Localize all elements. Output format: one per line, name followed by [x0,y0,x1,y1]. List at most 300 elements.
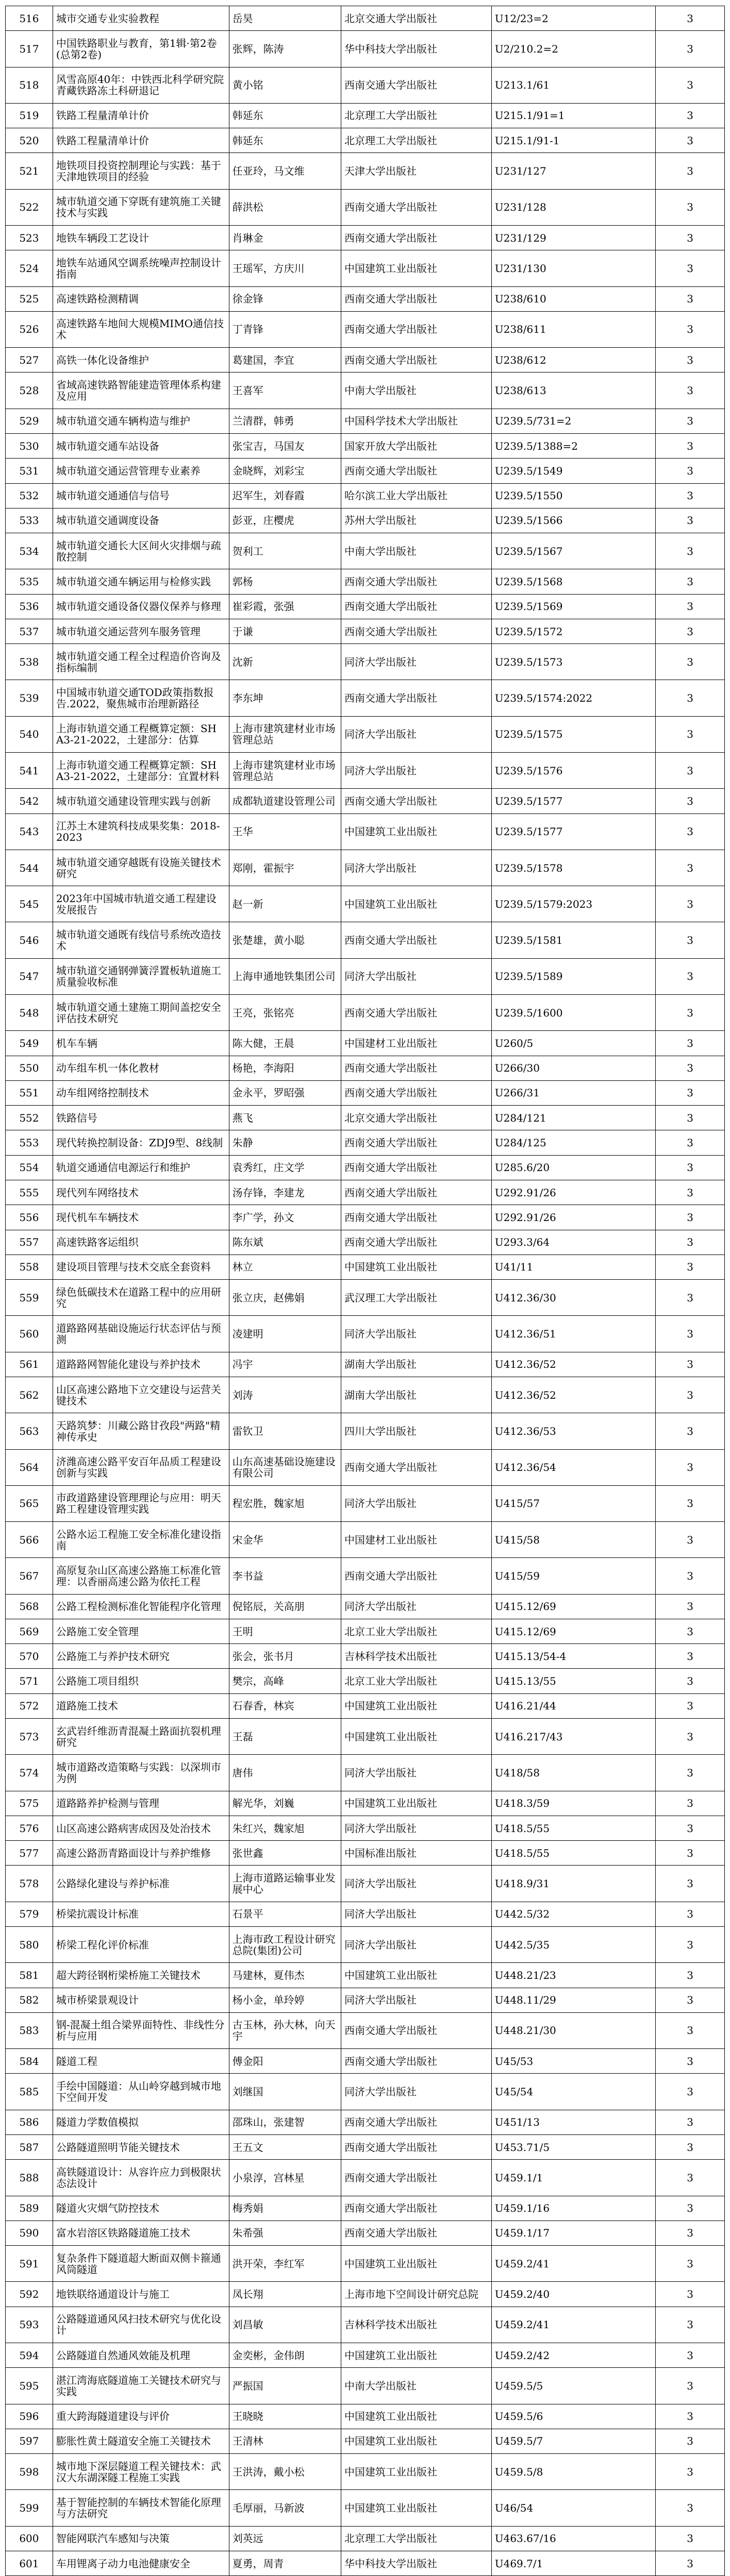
copies-cell: 3 [656,1669,725,1693]
title-cell: 道路路网基础设施运行状态评估与预测 [53,1316,229,1352]
call-number-cell: U231/127 [491,153,656,189]
table-row [6,1106,725,1130]
copies-cell: 3 [656,1619,725,1643]
author-cell: 肖琳金 [229,225,341,250]
title-cell: 公路隧道通风风扫技术研究与优化设计 [53,2307,229,2343]
title-cell: 城市轨道交通下穿既有建筑施工关键技术与实践 [53,189,229,225]
row-number-cell: 545 [6,886,53,922]
row-number-cell: 565 [6,1485,53,1521]
row-number-cell: 585 [6,2074,53,2110]
author-cell: 徐金锋 [229,286,341,311]
table-row [6,2404,725,2429]
call-number-cell: U415.13/54-4 [491,1644,656,1669]
table-row [6,348,725,372]
publisher-cell: 西南交通大学出版社 [341,1080,491,1105]
table-row [6,886,725,922]
catalog-rows [6,6,725,2576]
call-number-cell: U239.5/1575 [491,716,656,752]
publisher-cell: 中国建筑工业出版社 [341,2404,491,2429]
author-cell: 贺利工 [229,533,341,569]
publisher-cell: 西南交通大学出版社 [341,2110,491,2134]
author-cell: 张世鑫 [229,1841,341,1866]
author-cell: 郭杨 [229,569,341,594]
author-cell: 洪开荣，李红军 [229,2246,341,2282]
author-cell: 任亚玲，马文维 [229,153,341,189]
row-number-cell: 529 [6,409,53,433]
catalog-table [5,6,725,2576]
copies-cell: 3 [656,1522,725,1558]
call-number-cell: U12/23=2 [491,6,656,31]
table-row [6,2343,725,2367]
copies-cell: 3 [656,1230,725,1255]
table-row [6,250,725,286]
call-number-cell: U239.5/1568 [491,569,656,594]
table-row [6,2282,725,2307]
copies-cell: 3 [656,1558,725,1594]
call-number-cell: U412.36/52 [491,1352,656,1377]
publisher-cell: 同济大学出版社 [341,1755,491,1791]
row-number-cell: 550 [6,1056,53,1080]
publisher-cell: 西南交通大学出版社 [341,311,491,347]
table-row [6,1619,725,1643]
row-number-cell: 517 [6,31,53,67]
title-cell: 城市轨道交通车辆构造与维护 [53,409,229,433]
row-number-cell: 553 [6,1130,53,1155]
publisher-cell: 西南交通大学出版社 [341,2049,491,2074]
call-number-cell: U415/58 [491,1522,656,1558]
table-row [6,1522,725,1558]
title-cell: 隧道工程 [53,2049,229,2074]
title-cell: 中国城市轨道交通TOD政策指数报告.2022，聚焦城市治理新路径 [53,680,229,716]
table-row [6,409,725,433]
row-number-cell: 578 [6,1866,53,1902]
author-cell: 王喜军 [229,372,341,409]
author-cell: 迟军生，刘春霞 [229,483,341,508]
copies-cell: 3 [656,1031,725,1056]
copies-cell: 3 [656,2049,725,2074]
table-row [6,1988,725,2012]
row-number-cell: 584 [6,2049,53,2074]
author-cell: 袁秀红，庄文学 [229,1155,341,1180]
publisher-cell: 西南交通大学出版社 [341,2012,491,2048]
publisher-cell: 北京理工大学出版社 [341,2526,491,2551]
publisher-cell: 西南交通大学出版社 [341,2221,491,2245]
row-number-cell: 549 [6,1031,53,1056]
title-cell: 复杂条件下隧道超大断面双侧卡箍通风筒隧道 [53,2246,229,2282]
table-row [6,1963,725,1988]
row-number-cell: 537 [6,619,53,643]
copies-cell: 3 [656,814,725,850]
title-cell: 中国铁路职业与教育，第1辑·第2卷(总第2卷) [53,31,229,67]
table-row [6,2110,725,2134]
call-number-cell: U412.36/30 [491,1280,656,1316]
table-row [6,1180,725,1205]
author-cell: 于谦 [229,619,341,643]
copies-cell: 3 [656,2160,725,2196]
row-number-cell: 596 [6,2404,53,2429]
table-row [6,31,725,67]
title-cell: 桥梁工程化评价标准 [53,1927,229,1963]
call-number-cell: U459.2/41 [491,2246,656,2282]
author-cell: 朱希强 [229,2221,341,2245]
call-number-cell: U418.9/31 [491,1866,656,1902]
title-cell: 地铁联络通道设计与施工 [53,2282,229,2307]
publisher-cell: 中南大学出版社 [341,2368,491,2404]
row-number-cell: 527 [6,348,53,372]
publisher-cell: 中国建筑工业出版社 [341,2490,491,2526]
title-cell: 现代列车网络技术 [53,1180,229,1205]
author-cell: 汤存锋，李建龙 [229,1180,341,1205]
author-cell: 韩延东 [229,128,341,153]
author-cell: 王晓晓 [229,2404,341,2429]
row-number-cell: 599 [6,2490,53,2526]
call-number-cell: U293.3/64 [491,1230,656,1255]
title-cell: 山区高速公路病害成因及处治技术 [53,1816,229,1840]
table-row [6,1755,725,1791]
copies-cell: 3 [656,1693,725,1718]
title-cell: 动车组网络控制技术 [53,1080,229,1105]
publisher-cell: 北京工业大学出版社 [341,1619,491,1643]
call-number-cell: U285.6/20 [491,1155,656,1180]
title-cell: 铁路工程量清单计价 [53,128,229,153]
table-row [6,2490,725,2526]
table-row [6,2196,725,2221]
publisher-cell: 西南交通大学出版社 [341,2196,491,2221]
call-number-cell: U231/128 [491,189,656,225]
publisher-cell: 中国建筑工业出版社 [341,2343,491,2367]
copies-cell: 3 [656,1280,725,1316]
row-number-cell: 559 [6,1280,53,1316]
title-cell: 车用锂离子动力电池健康安全 [53,2551,229,2575]
author-cell: 成都轨道建设管理公司 [229,789,341,814]
publisher-cell: 西南交通大学出版社 [341,459,491,483]
table-row [6,1205,725,1230]
publisher-cell: 同济大学出版社 [341,753,491,789]
row-number-cell: 522 [6,189,53,225]
call-number-cell: U448.21/30 [491,2012,656,2048]
title-cell: 隧道力学数值模拟 [53,2110,229,2134]
publisher-cell: 吉林科学技术出版社 [341,1644,491,1669]
copies-cell: 3 [656,2196,725,2221]
row-number-cell: 525 [6,286,53,311]
author-cell: 李广学，孙文 [229,1205,341,1230]
call-number-cell: U459.1/17 [491,2221,656,2245]
call-number-cell: U442.5/35 [491,1927,656,1963]
call-number-cell: U239.5/1576 [491,753,656,789]
title-cell: 公路施工项目组织 [53,1669,229,1693]
call-number-cell: U459.5/8 [491,2454,656,2490]
call-number-cell: U260/5 [491,1031,656,1056]
author-cell: 朱静 [229,1130,341,1155]
table-row [6,1316,725,1352]
copies-cell: 3 [656,1106,725,1130]
table-row [6,1130,725,1155]
call-number-cell: U231/130 [491,250,656,286]
title-cell: 富水岩溶区铁路隧道施工技术 [53,2221,229,2245]
author-cell: 杨小金，单玲婷 [229,1988,341,2012]
author-cell: 林立 [229,1255,341,1279]
publisher-cell: 同济大学出版社 [341,1594,491,1619]
author-cell: 金晓辉，刘彩宝 [229,459,341,483]
title-cell: 城市轨道交通运营管理专业素养 [53,459,229,483]
table-row [6,1255,725,1279]
publisher-cell: 同济大学出版社 [341,1866,491,1902]
author-cell: 毛厚丽，马新波 [229,2490,341,2526]
author-cell: 上海市道路运输事业发展中心 [229,1866,341,1902]
table-row [6,6,725,31]
copies-cell: 3 [656,2110,725,2134]
table-row [6,2134,725,2159]
call-number-cell: U239.5/1573 [491,644,656,680]
publisher-cell: 中国建材工业出版社 [341,1031,491,1056]
table-row [6,1791,725,1816]
publisher-cell: 湖南大学出版社 [341,1377,491,1413]
table-row [6,922,725,958]
table-row [6,225,725,250]
title-cell: 桥梁抗震设计标准 [53,1902,229,1926]
call-number-cell: U215.1/91=1 [491,103,656,128]
table-row [6,644,725,680]
title-cell: 城市轨道交通既有线信号系统改造技术 [53,922,229,958]
author-cell: 陈东斌 [229,1230,341,1255]
call-number-cell: U448.21/23 [491,1963,656,1988]
publisher-cell: 中国建筑工业出版社 [341,2454,491,2490]
author-cell: 崔彩霞，张强 [229,594,341,619]
call-number-cell: U469.7/1 [491,2551,656,2575]
row-number-cell: 542 [6,789,53,814]
copies-cell: 3 [656,286,725,311]
call-number-cell: U459.2/40 [491,2282,656,2307]
row-number-cell: 571 [6,1669,53,1693]
row-number-cell: 566 [6,1522,53,1558]
copies-cell: 3 [656,594,725,619]
call-number-cell: U459.5/5 [491,2368,656,2404]
author-cell: 石景平 [229,1902,341,1926]
row-number-cell: 589 [6,2196,53,2221]
row-number-cell: 563 [6,1413,53,1449]
copies-cell: 3 [656,2074,725,2110]
title-cell: 城市轨道交通长大区间火灾排烟与疏散控制 [53,533,229,569]
call-number-cell: U238/613 [491,372,656,409]
publisher-cell: 北京交通大学出版社 [341,1106,491,1130]
title-cell: 公路水运工程施工安全标准化建设指南 [53,1522,229,1558]
row-number-cell: 558 [6,1255,53,1279]
table-row [6,850,725,886]
table-row [6,1644,725,1669]
table-row [6,2049,725,2074]
call-number-cell: U451/13 [491,2110,656,2134]
table-row [6,1558,725,1594]
author-cell: 刘昌敏 [229,2307,341,2343]
table-row [6,1816,725,1840]
author-cell: 王洪涛，戴小松 [229,2454,341,2490]
publisher-cell: 北京交通大学出版社 [341,6,491,31]
author-cell: 李书益 [229,1558,341,1594]
copies-cell: 3 [656,2343,725,2367]
row-number-cell: 557 [6,1230,53,1255]
author-cell: 王五文 [229,2134,341,2159]
author-cell: 赵一新 [229,886,341,922]
publisher-cell: 中国建材工业出版社 [341,1522,491,1558]
row-number-cell: 528 [6,372,53,409]
copies-cell: 3 [656,958,725,994]
call-number-cell: U239.5/1578 [491,850,656,886]
table-row [6,995,725,1031]
call-number-cell: U448.11/29 [491,1988,656,2012]
title-cell: 高速铁路车地间大规模MIMO通信技术 [53,311,229,347]
author-cell: 丁青锋 [229,311,341,347]
row-number-cell: 575 [6,1791,53,1816]
title-cell: 城市轨道交通建设管理实践与创新 [53,789,229,814]
publisher-cell: 西南交通大学出版社 [341,594,491,619]
publisher-cell: 武汉理工大学出版社 [341,1280,491,1316]
author-cell: 王清林 [229,2429,341,2453]
copies-cell: 3 [656,6,725,31]
copies-cell: 3 [656,1255,725,1279]
row-number-cell: 592 [6,2282,53,2307]
row-number-cell: 595 [6,2368,53,2404]
copies-cell: 3 [656,1927,725,1963]
row-number-cell: 561 [6,1352,53,1377]
row-number-cell: 560 [6,1316,53,1352]
title-cell: 公路隧道照明节能关键技术 [53,2134,229,2159]
table-row [6,372,725,409]
title-cell: 高原复杂山区高速公路施工标准化管理：以香丽高速公路为依托工程 [53,1558,229,1594]
publisher-cell: 中国建筑工业出版社 [341,1719,491,1755]
title-cell: 天路筑梦：川藏公路甘孜段"两路"精神传承史 [53,1413,229,1449]
call-number-cell: U239.5/1579:2023 [491,886,656,922]
table-row [6,508,725,533]
author-cell: 张立庆，赵佛娟 [229,1280,341,1316]
title-cell: 上海市轨道交通工程概算定额：SH A3-21-2022，土建部分：宜置材料 [53,753,229,789]
title-cell: 风雪高原40年：中铁西北科学研究院青藏铁路冻土科研退记 [53,67,229,103]
copies-cell: 3 [656,922,725,958]
call-number-cell: U412.36/52 [491,1377,656,1413]
row-number-cell: 554 [6,1155,53,1180]
row-number-cell: 518 [6,67,53,103]
call-number-cell: U415/59 [491,1558,656,1594]
author-cell: 张会，张书月 [229,1644,341,1669]
table-row [6,128,725,153]
row-number-cell: 556 [6,1205,53,1230]
call-number-cell: U46/54 [491,2490,656,2526]
publisher-cell: 中南大学出版社 [341,372,491,409]
copies-cell: 3 [656,1155,725,1180]
call-number-cell: U416.217/43 [491,1719,656,1755]
publisher-cell: 西南交通大学出版社 [341,995,491,1031]
table-row [6,2074,725,2110]
row-number-cell: 593 [6,2307,53,2343]
author-cell: 凌建明 [229,1316,341,1352]
row-number-cell: 532 [6,483,53,508]
row-number-cell: 576 [6,1816,53,1840]
author-cell: 石春香，林宾 [229,1693,341,1718]
row-number-cell: 555 [6,1180,53,1205]
copies-cell: 3 [656,2282,725,2307]
author-cell: 解光华，刘巍 [229,1791,341,1816]
copies-cell: 3 [656,189,725,225]
table-row [6,1594,725,1619]
copies-cell: 3 [656,1449,725,1485]
publisher-cell: 中国建筑工业出版社 [341,814,491,850]
publisher-cell: 西南交通大学出版社 [341,225,491,250]
table-row [6,814,725,850]
row-number-cell: 534 [6,533,53,569]
row-number-cell: 533 [6,508,53,533]
author-cell: 唐伟 [229,1755,341,1791]
title-cell: 城市轨道交通运营列车服务管理 [53,619,229,643]
title-cell: 膨胀性黄土隧道安全施工关键技术 [53,2429,229,2453]
call-number-cell: U238/611 [491,311,656,347]
row-number-cell: 600 [6,2526,53,2551]
row-number-cell: 587 [6,2134,53,2159]
table-row [6,1669,725,1693]
table-row [6,1693,725,1718]
row-number-cell: 570 [6,1644,53,1669]
call-number-cell: U239.5/1574:2022 [491,680,656,716]
title-cell: 现代机车车辆技术 [53,1205,229,1230]
table-row [6,1080,725,1105]
copies-cell: 3 [656,153,725,189]
copies-cell: 3 [656,2490,725,2526]
title-cell: 济潍高速公路平安百年品质工程建设创新与实践 [53,1449,229,1485]
title-cell: 江苏土木建筑科技成果奖集：2018-2023 [53,814,229,850]
call-number-cell: U239.5/1581 [491,922,656,958]
copies-cell: 3 [656,2551,725,2575]
title-cell: 城市轨道交通调度设备 [53,508,229,533]
publisher-cell: 中国建筑工业出版社 [341,1693,491,1718]
call-number-cell: U459.5/6 [491,2404,656,2429]
title-cell: 道路路养护检测与管理 [53,1791,229,1816]
author-cell: 朱红兴，魏家旭 [229,1816,341,1840]
copies-cell: 3 [656,1413,725,1449]
author-cell: 严振国 [229,2368,341,2404]
title-cell: 山区高速公路地下立交建设与运营关键技术 [53,1377,229,1413]
publisher-cell: 西南交通大学出版社 [341,789,491,814]
row-number-cell: 573 [6,1719,53,1755]
call-number-cell: U41/11 [491,1255,656,1279]
copies-cell: 3 [656,1352,725,1377]
row-number-cell: 581 [6,1963,53,1988]
title-cell: 现代转换控制设备：ZDJ9型、8线制 [53,1130,229,1155]
author-cell: 王亮，张铭亮 [229,995,341,1031]
title-cell: 超大跨径钢桁梁桥施工关键技术 [53,1963,229,1988]
title-cell: 城市地下深层隧道工程关键技术：武汉大东湖深隧工程施工实践 [53,2454,229,2490]
title-cell: 机车车辆 [53,1031,229,1056]
row-number-cell: 539 [6,680,53,716]
call-number-cell: U238/612 [491,348,656,372]
copies-cell: 3 [656,2429,725,2453]
title-cell: 公路隧道自然通风效能及机理 [53,2343,229,2367]
copies-cell: 3 [656,1902,725,1926]
copies-cell: 3 [656,67,725,103]
author-cell: 王瑶军，方庆川 [229,250,341,286]
copies-cell: 3 [656,1841,725,1866]
publisher-cell: 西南交通大学出版社 [341,1130,491,1155]
title-cell: 高铁一体化设备维护 [53,348,229,372]
publisher-cell: 四川大学出版社 [341,1413,491,1449]
row-number-cell: 544 [6,850,53,886]
table-row [6,1902,725,1926]
call-number-cell: U239.5/1549 [491,459,656,483]
row-number-cell: 591 [6,2246,53,2282]
title-cell: 城市轨道交通通信与信号 [53,483,229,508]
title-cell: 公路施工与养护技术研究 [53,1644,229,1669]
copies-cell: 3 [656,1594,725,1619]
copies-cell: 3 [656,1755,725,1791]
row-number-cell: 594 [6,2343,53,2367]
author-cell: 宋金华 [229,1522,341,1558]
